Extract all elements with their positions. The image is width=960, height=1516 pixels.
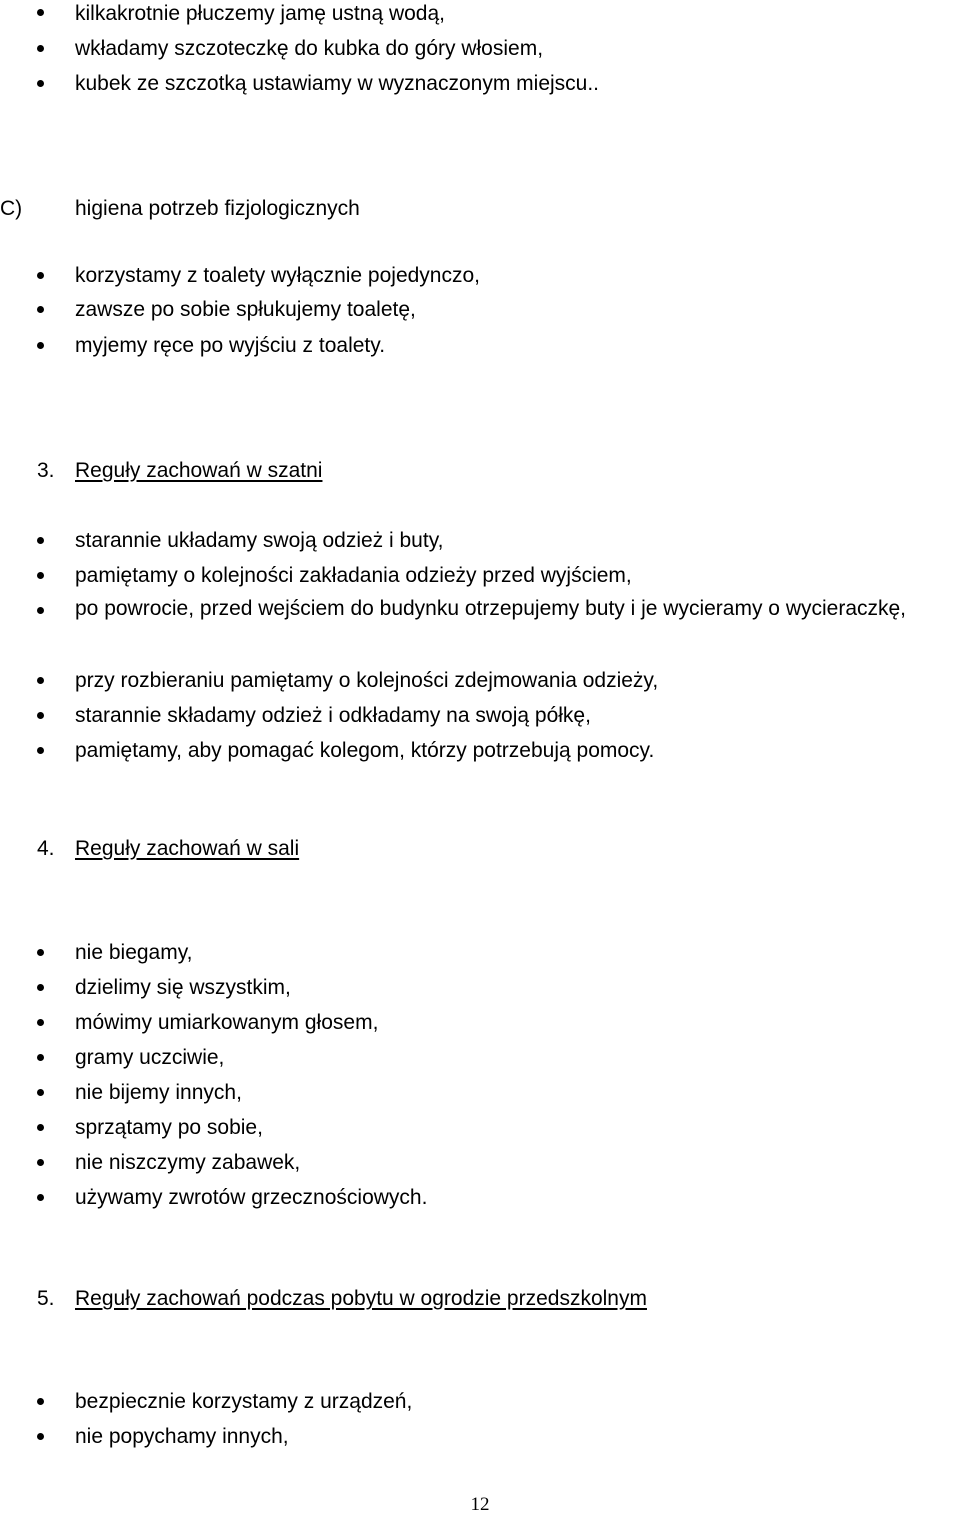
- list-item: nie bijemy innych,: [75, 1081, 242, 1104]
- section-number: 3.: [37, 459, 55, 482]
- bullet-icon: [37, 712, 44, 719]
- section-title: higiena potrzeb fizjologicznych: [75, 197, 360, 220]
- list-item: kubek ze szczotką ustawiamy w wyznaczonym miejscu..: [75, 72, 600, 95]
- list-item: zawsze po sobie spłukujemy toaletę,: [75, 298, 416, 321]
- bullet-icon: [37, 1054, 44, 1061]
- bullet-icon: [37, 342, 44, 349]
- list-item: dzielimy się wszystkim,: [75, 976, 291, 999]
- list-item: po powrocie, przed wejściem do budynku otrzepujemy buty i je wycieramy o wycieraczkę,: [75, 597, 907, 620]
- list-item: gramy uczciwie,: [75, 1046, 225, 1069]
- bullet-icon: [37, 306, 44, 313]
- list-item: wkładamy szczoteczkę do kubka do góry włosiem,: [75, 37, 544, 60]
- list-item: sprzątamy po sobie,: [75, 1116, 263, 1139]
- bullet-icon: [37, 677, 44, 684]
- section-number: 4.: [37, 837, 55, 860]
- bullet-icon: [37, 1124, 44, 1131]
- bullet-icon: [37, 45, 44, 52]
- bullet-icon: [37, 1398, 44, 1405]
- list-item: nie biegamy,: [75, 941, 193, 964]
- list-item: nie popychamy innych,: [75, 1425, 289, 1448]
- list-item: kilkakrotnie płuczemy jamę ustną wodą,: [75, 2, 446, 25]
- list-item: przy rozbieraniu pamiętamy o kolejności zdejmowania odzieży,: [75, 669, 659, 692]
- list-item: starannie układamy swoją odzież i buty,: [75, 529, 444, 552]
- section-heading: Reguły zachowań w szatni: [75, 459, 323, 482]
- bullet-icon: [37, 747, 44, 754]
- list-item: starannie składamy odzież i odkładamy na swoją półkę,: [75, 704, 591, 727]
- bullet-icon: [37, 949, 44, 956]
- bullet-icon: [37, 984, 44, 991]
- bullet-icon: [37, 1089, 44, 1096]
- list-item: pamiętamy, aby pomagać kolegom, którzy potrzebują pomocy.: [75, 739, 655, 762]
- list-item: używamy zwrotów grzecznościowych.: [75, 1186, 428, 1209]
- bullet-icon: [37, 80, 44, 87]
- list-item: pamiętamy o kolejności zakładania odzieży przed wyjściem,: [75, 564, 632, 587]
- bullet-icon: [37, 272, 44, 279]
- bullet-icon: [37, 1433, 44, 1440]
- list-item: mówimy umiarkowanym głosem,: [75, 1011, 379, 1034]
- bullet-icon: [37, 9, 44, 16]
- list-item: korzystamy z toalety wyłącznie pojedynczo,: [75, 264, 480, 287]
- bullet-icon: [37, 572, 44, 579]
- bullet-icon: [37, 607, 44, 614]
- bullet-icon: [37, 1194, 44, 1201]
- list-item: bezpiecznie korzystamy z urządzeń,: [75, 1390, 413, 1413]
- section-letter: C): [0, 197, 23, 220]
- section-heading: Reguły zachowań w sali: [75, 837, 300, 860]
- list-item: nie niszczymy zabawek,: [75, 1151, 301, 1174]
- bullet-icon: [37, 1019, 44, 1026]
- list-item: myjemy ręce po wyjściu z toalety.: [75, 334, 386, 357]
- page-number: 12: [470, 1494, 490, 1515]
- bullet-icon: [37, 1159, 44, 1166]
- bullet-icon: [37, 537, 44, 544]
- section-heading: Reguły zachowań podczas pobytu w ogrodzie przedszkolnym: [75, 1287, 647, 1310]
- section-number: 5.: [37, 1287, 55, 1310]
